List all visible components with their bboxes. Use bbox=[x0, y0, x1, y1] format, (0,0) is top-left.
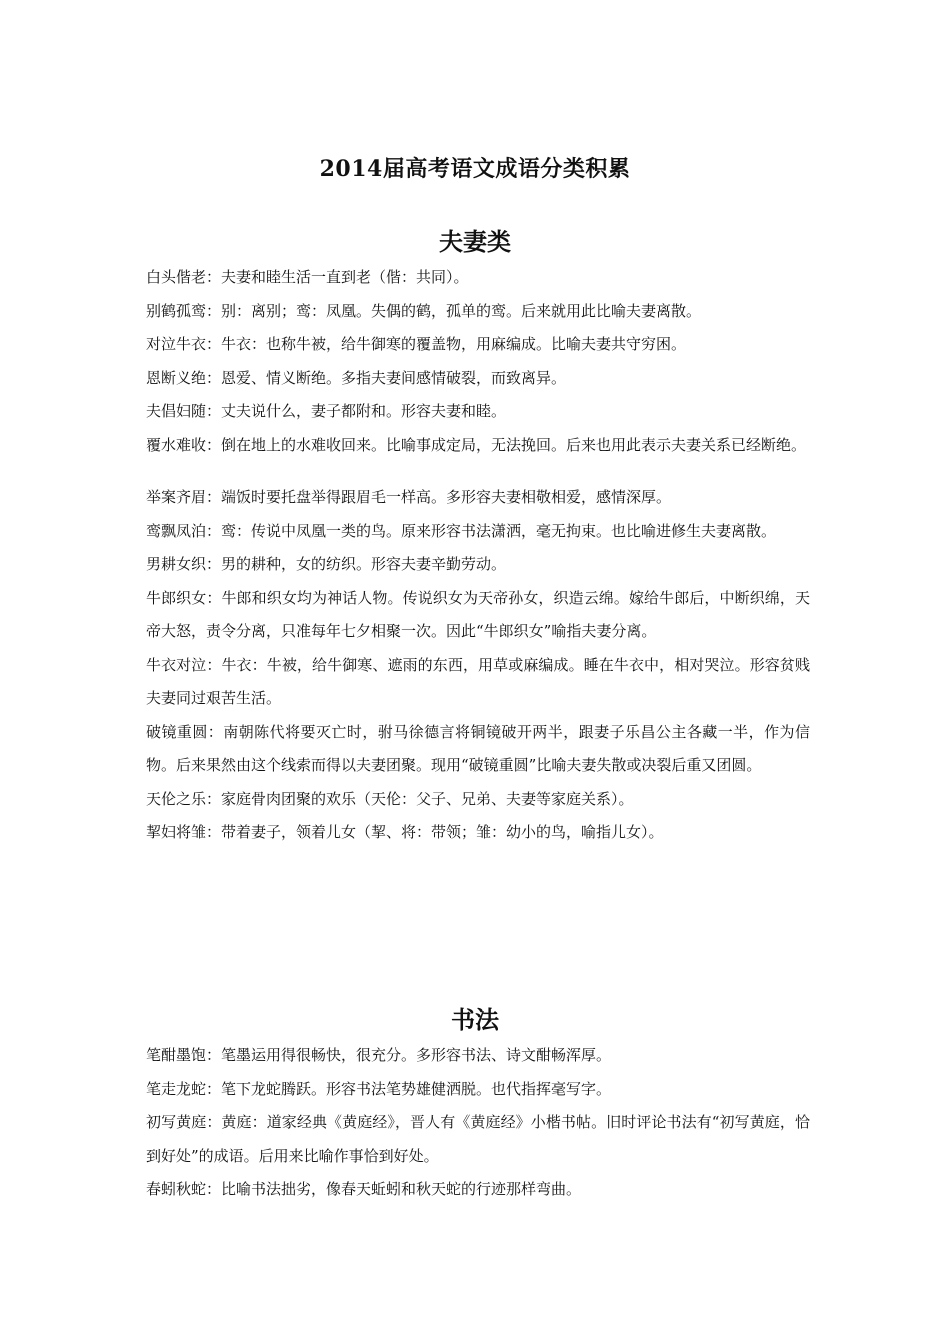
idiom-entry: 笔酣墨饱：笔墨运用得很畅快，很充分。多形容书法、诗文酣畅浑厚。 bbox=[146, 1046, 612, 1064]
section-heading-calligraphy: 书法 bbox=[451, 1005, 499, 1034]
idiom-entry: 男耕女织：男的耕种，女的纺织。形容夫妻辛勤劳动。 bbox=[146, 555, 507, 573]
idiom-entry: 牛郎织女：牛郎和织女均为神话人物。传说织女为天帝孙女，织造云绵。嫁给牛郎后，中断织绵，天帝大怒，责令分离，只准每年七夕相聚一次。因此“牛郎织女”喻指夫妻分离。 bbox=[146, 588, 810, 640]
idiom-entry: 覆水难收：倒在地上的水难收回来。比喻事成定局，无法挽回。后来也用此表示夫妻关系已经断绝。 bbox=[146, 435, 807, 454]
idiom-entry: 举案齐眉：端饭时要托盘举得跟眉毛一样高。多形容夫妻相敬相爱，感情深厚。 bbox=[146, 488, 672, 506]
idiom-entry: 恩断义绝：恩爱、情义断绝。多指夫妻间感情破裂，而致离异。 bbox=[146, 368, 567, 387]
idiom-entry: 春蚓秋蛇：比喻书法拙劣，像春天蚯蚓和秋天蛇的行迹那样弯曲。 bbox=[146, 1180, 582, 1198]
idiom-entry: 夫倡妇随：丈夫说什么，妻子都附和。形容夫妻和睦。 bbox=[146, 402, 507, 420]
idiom-entry: 天伦之乐：家庭骨肉团聚的欢乐（天伦：父子、兄弟、夫妻等家庭关系）。 bbox=[146, 789, 634, 808]
idiom-entry: 破镜重圆：南朝陈代将要灭亡时，驸马徐德言将铜镜破开两半，跟妻子乐昌公主各藏一半，作为信物。后来果然由这个线索而得以夫妻团聚。现用“破镜重圆”比喻夫妻失散或决裂后重又团圆。 bbox=[146, 722, 810, 774]
idiom-entry: 鸾飘凤泊：鸾：传说中凤凰一类的鸟。原来形容书法潇洒，毫无拘束。也比喻进修生夫妻离散。 bbox=[146, 521, 777, 540]
section-heading-couples: 夫妻类 bbox=[439, 227, 511, 256]
idiom-entry: 牛衣对泣：牛衣：牛被，给牛御寒、遮雨的东西，用草或麻编成。睡在牛衣中，相对哭泣。形容贫贱夫妻同过艰苦生活。 bbox=[146, 655, 810, 707]
idiom-list-couples bbox=[146, 261, 810, 850]
idiom-list-calligraphy bbox=[146, 1039, 810, 1207]
idiom-entry: 笔走龙蛇：笔下龙蛇腾跃。形容书法笔势雄健洒脱。也代指挥毫写字。 bbox=[146, 1079, 612, 1098]
idiom-entry: 白头偕老：夫妻和睦生活一直到老（偕：共同）。 bbox=[146, 268, 469, 286]
idiom-entry: 初写黄庭：黄庭：道家经典《黄庭经》，晋人有《黄庭经》小楷书帖。旧时评论书法有“初写黄庭，恰到好处”的成语。后用来比喻作事恰到好处。 bbox=[146, 1113, 810, 1165]
idiom-entry: 对泣牛衣：牛衣：也称牛被，给牛御寒的覆盖物，用麻编成。比喻夫妻共守穷困。 bbox=[146, 335, 687, 353]
idiom-entry: 别鹤孤鸾：别：离别；鸾：凤凰。失偶的鹤，孤单的鸾。后来就用此比喻夫妻离散。 bbox=[146, 301, 702, 320]
document-title: 2014届高考语文成语分类积累 bbox=[319, 156, 631, 182]
idiom-entry: 挈妇将雏：带着妻子，领着儿女（挈、将：带领；雏：幼小的鸟，喻指儿女）。 bbox=[146, 823, 664, 841]
